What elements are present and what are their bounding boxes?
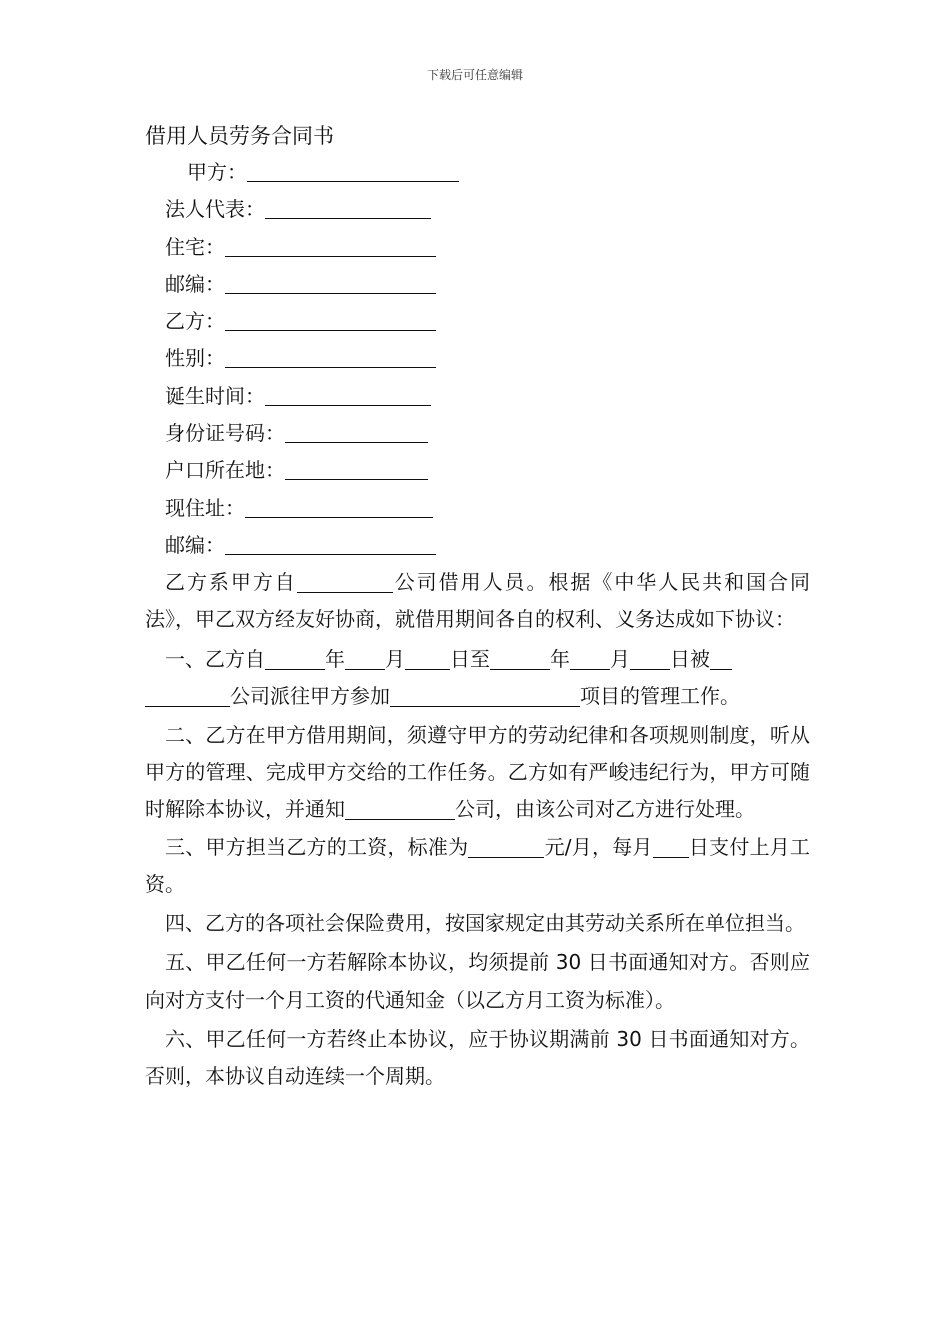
field-postcode	[145, 266, 810, 303]
field-label: 邮编：	[165, 271, 225, 296]
blank-line	[405, 645, 450, 670]
field-label: 诞生时间：	[165, 383, 265, 408]
clause-text: 项目的管理工作。	[580, 683, 740, 708]
blank-line	[225, 528, 436, 555]
blank-line	[247, 155, 459, 182]
blank-line	[265, 645, 325, 670]
clause-6: 六、甲乙任何一方若终止本协议，应于协议期满前 30 日书面通知对方。否则，本协议自动连续一个周期。	[145, 1026, 810, 1088]
clause-text: 元/月，每月	[544, 834, 653, 859]
field-label: 乙方：	[165, 309, 225, 334]
intro-paragraph	[145, 564, 810, 638]
blank-line	[390, 682, 580, 707]
field-label: 邮编：	[165, 532, 225, 557]
clause-4: 四、乙方的各项社会保险费用，按国家规定由其劳动关系所在单位担当。	[165, 911, 805, 936]
blank-line	[225, 341, 436, 368]
field-residence	[145, 229, 810, 266]
blank-line	[145, 682, 230, 707]
field-id-number	[145, 415, 810, 452]
blank-line	[225, 304, 436, 331]
blank-line	[345, 645, 385, 670]
intro-text: 乙方系甲方自	[165, 570, 297, 595]
clause-text: 三、甲方担当乙方的工资，标准为	[165, 834, 469, 859]
field-legal-rep	[145, 191, 810, 228]
blank-line	[345, 795, 455, 820]
field-party-a	[145, 154, 810, 191]
blank-line	[285, 416, 428, 443]
field-label: 性别：	[165, 346, 225, 371]
page-header-note: 下载后可任意编辑	[426, 68, 523, 82]
clause-5: 五、甲乙任何一方若解除本协议，均须提前 30 日书面通知对方。否则应向对方支付一个月工资的代通知金（以乙方月工资为标准）。	[145, 950, 810, 1012]
clause-text: 公司派往甲方参加	[230, 683, 390, 708]
field-postcode	[145, 527, 810, 564]
blank-line	[630, 645, 670, 670]
field-gender	[145, 340, 810, 377]
blank-line	[245, 491, 433, 518]
blank-line	[225, 267, 436, 294]
intro-text: 公司借用人员。根据《中华人民共和国合同法》，甲乙双方经友好协商，就借用期间各自的权利、义务达成如下协议：	[145, 570, 811, 632]
clause-text: 日支付上月工资。	[145, 834, 811, 896]
field-hukou	[145, 452, 810, 489]
blank-line	[490, 645, 550, 670]
field-party-b	[145, 303, 810, 340]
field-label: 甲方：	[187, 160, 247, 184]
clause-3	[145, 829, 810, 903]
contract-document	[145, 118, 810, 1095]
blank-line	[225, 230, 436, 257]
clause-text: 年	[550, 646, 570, 671]
clause-text: 年	[325, 646, 345, 671]
field-address	[145, 490, 810, 527]
field-birth-date	[145, 378, 810, 415]
blank-line	[265, 379, 431, 406]
clause-text: 二、乙方在甲方借用期间，须遵守甲方的劳动纪律和各项规则制度，听从甲方的管理、完成甲方交给的工作任务。乙方如有严峻违纪行为，甲方可随时解除本协议，并通知	[145, 723, 810, 822]
field-label: 户口所在地：	[165, 458, 285, 483]
contract-title: 借用人员劳务合同书	[145, 124, 334, 148]
blank-line	[710, 645, 732, 670]
clause-text: 日被	[670, 646, 710, 671]
clause-text: 月	[385, 646, 405, 671]
blank-line	[265, 192, 431, 219]
clause-2	[145, 717, 810, 829]
blank-line	[297, 568, 393, 593]
clause-text: 日至	[450, 646, 490, 671]
field-label: 住宅：	[165, 234, 225, 259]
field-label: 现住址：	[165, 495, 245, 520]
field-label: 法人代表：	[165, 197, 265, 222]
field-label: 身份证号码：	[165, 421, 285, 446]
clause-1	[145, 641, 810, 715]
blank-line	[570, 645, 610, 670]
blank-line	[653, 833, 689, 858]
clause-text: 月	[610, 646, 630, 671]
clause-text: 一、乙方自	[165, 646, 265, 671]
clause-text: 公司，由该公司对乙方进行处理。	[455, 797, 755, 822]
blank-line	[285, 453, 428, 480]
blank-line	[468, 833, 544, 858]
